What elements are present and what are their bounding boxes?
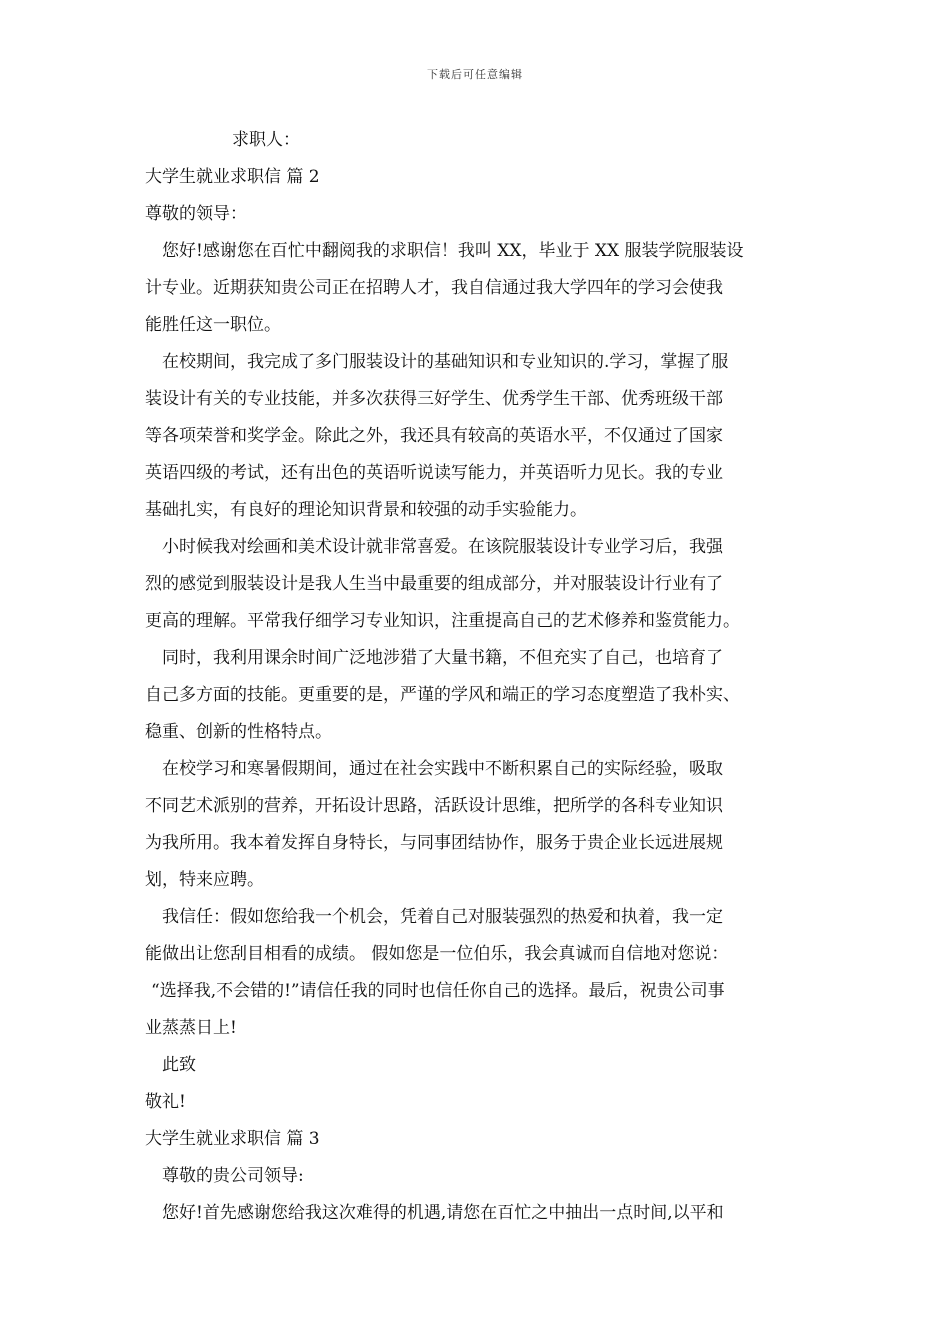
text-line: 更高的理解。平常我仔细学习专业知识，注重提高自己的艺术修养和鉴赏能力。 [145,611,740,631]
text-line: 自己多方面的技能。更重要的是，严谨的学风和端正的学习态度塑造了我朴实、 [145,685,740,705]
text-line: 能做出让您刮目相看的成绩。 假如您是一位伯乐，我会真诚而自信地对您说： [145,944,729,964]
text-line: 基础扎实，有良好的理论知识背景和较强的动手实验能力。 [145,500,587,520]
text-line: 装设计有关的专业技能，并多次获得三好学生、优秀学生干部、优秀班级干部 [145,389,723,409]
salutation: 尊敬的领导： [145,204,247,224]
text-line: 小时候我对绘画和美术设计就非常喜爱。在该院服装设计专业学习后，我强 [162,537,723,557]
signature-line: 求职人： [232,130,300,150]
header-note: 下载后可任意编辑 [427,68,523,81]
text-line: 英语四级的考试，还有出色的英语听说读写能力，并英语听力见长。我的专业 [145,463,723,483]
text-line: 在校期间，我完成了多门服装设计的基础知识和专业知识的.学习，掌握了服 [162,352,729,372]
text-line: “选择我,不会错的!”请信任我的同时也信任你自己的选择。最后，祝贵公司事 [151,981,725,1001]
closing-line: 敬礼! [145,1092,186,1112]
text-line: 同时，我利用课余时间广泛地涉猎了大量书籍，不但充实了自己，也培育了 [162,648,723,668]
text-line: 您好!首先感谢您给我这次难得的机遇,请您在百忙之中抽出一点时间,以平和 [162,1203,724,1223]
text-line: 您好!感谢您在百忙中翻阅我的求职信！我叫 XX，毕业于 XX 服装学院服装设 [162,241,744,261]
text-line: 烈的感觉到服装设计是我人生当中最重要的组成部分，并对服装设计行业有了 [145,574,723,594]
text-line: 等各项荣誉和奖学金。除此之外，我还具有较高的英语水平，不仅通过了国家 [145,426,723,446]
text-line: 不同艺术派别的营养，开拓设计思路，活跃设计思维，把所学的各科专业知识 [145,796,723,816]
letter-body [145,122,825,1232]
text-line: 为我所用。我本着发挥自身特长，与同事团结协作，服务于贵企业长远进展规 [145,833,723,853]
text-line: 划，特来应聘。 [145,870,264,890]
closing-line: 此致 [162,1055,196,1075]
text-line: 稳重、创新的性格特点。 [145,722,332,742]
text-line: 在校学习和寒暑假期间，通过在社会实践中不断积累自己的实际经验，吸取 [162,759,723,779]
text-line: 我信任：假如您给我一个机会，凭着自己对服装强烈的热爱和执着，我一定 [162,907,723,927]
section-heading: 大学生就业求职信 篇 3 [145,1129,320,1149]
section-heading: 大学生就业求职信 篇 2 [145,167,320,187]
text-line: 计专业。近期获知贵公司正在招聘人才，我自信通过我大学四年的学习会使我 [145,278,723,298]
text-line: 能胜任这一职位。 [145,315,281,335]
salutation: 尊敬的贵公司领导: [162,1166,304,1186]
text-line: 业蒸蒸日上! [145,1018,237,1038]
